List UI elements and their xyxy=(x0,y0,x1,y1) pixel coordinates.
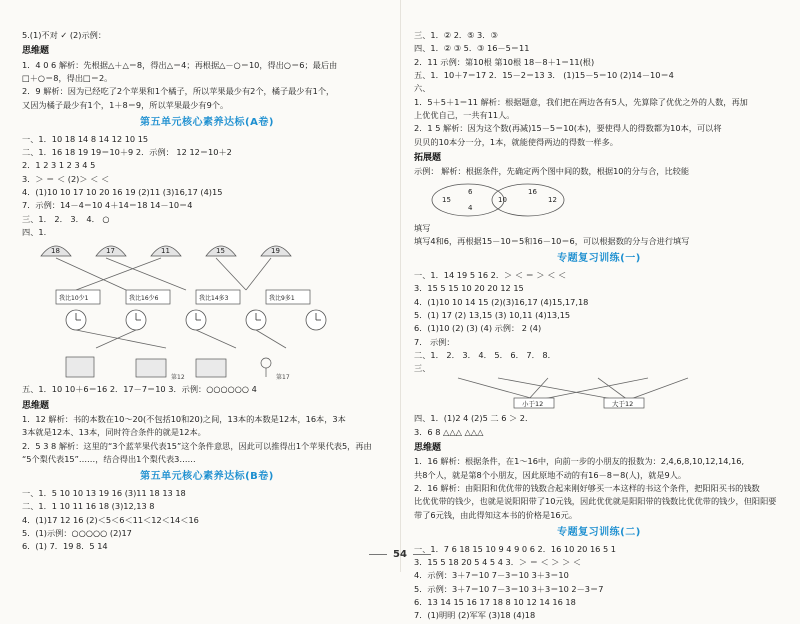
shell-number: 11 xyxy=(161,247,170,256)
right-column xyxy=(414,30,784,624)
answer-line: 1．5＋5＋1＝11 解析：根据题意，我们把在两边各有5人，先算除了优优之外的人数，再加 xyxy=(414,96,748,107)
answer-line: 1．12 解析：书的本数在10～20(不包括10和20)之间，13本的本数是12本，16本，3本 xyxy=(22,413,346,424)
answer-line: “5个梨代表15”……，结合得出1个梨代表3…… xyxy=(22,453,196,464)
answer-line: 5．(1) 17 (2) 13,15 (3) 10,11 (4)13,15 xyxy=(414,309,571,320)
dash-right xyxy=(413,554,431,555)
review-title-1: 专题复习训练(一) xyxy=(557,253,641,265)
answer-line: 二、1． 2． 3． 4． 5． 6． 7． 8． xyxy=(414,349,556,360)
bond-number: 15 xyxy=(442,195,451,204)
shell-number: 18 xyxy=(51,247,60,256)
shell-number: 17 xyxy=(106,247,115,256)
page-number xyxy=(0,549,800,560)
answer-line: 三、 xyxy=(414,363,431,374)
answer-line: 四、1. xyxy=(22,226,47,237)
clock-row xyxy=(66,310,326,330)
answer-line: 四、1．(1)2 4 (2)5 二 6 ＞ 2． xyxy=(414,413,534,424)
bond-number: 4 xyxy=(468,203,473,212)
answer-line: 五、1．10＋7＝17 2．15－2＝13 3． (1)15－5＝10 (2)14－10＝4 xyxy=(414,69,674,80)
sorting-figure xyxy=(428,376,784,410)
unit-title-b: 第五单元核心素养达标(B卷) xyxy=(140,471,274,483)
answer-line: 6．13 14 15 16 17 18 8 10 12 14 16 18 xyxy=(414,597,576,608)
answer-line: 2．16 解析：由阳阳和优优带的钱数合起来刚好够买一本这样的书这个条件，把阳阳买书的钱数 xyxy=(414,483,760,494)
label-box-text: 我比9多1 xyxy=(269,295,295,303)
connect-lines-2 xyxy=(76,330,286,348)
section-heading-thinking: 思维题 xyxy=(22,400,50,411)
page-number-text: 54 xyxy=(393,549,407,560)
answer-line: 一、1．7 6 18 15 10 9 4 9 0 6 2．16 10 20 16 5 1 xyxy=(414,543,617,554)
answer-line: 1．16 解析：根据条件，在1～16中，向前一步的小朋友的报数为：2,4,6,8,10,12,14,16, xyxy=(414,456,745,467)
shell-number: 19 xyxy=(271,247,280,256)
answer-line: 3．15 5 15 10 20 20 12 15 xyxy=(414,283,524,294)
answer-line: 4．(1)17 12 16 (2)＜5＜6＜11＜12＜14＜16 xyxy=(22,514,199,525)
people-figure xyxy=(36,355,392,381)
bond-number: 12 xyxy=(548,195,557,204)
answer-line: 5．示例：3＋7＝10 7－3＝10 3＋3＝10 2－3＝7 xyxy=(414,583,604,594)
answer-line: 填写4和6，再根据15－10＝5和16－10＝6，可以根据数的分与合进行填写 xyxy=(414,235,690,246)
basket-label: 小于12 xyxy=(522,400,544,409)
answer-line: 6．(1)10 (2) (3) (4) 示例： 2 (4) xyxy=(414,323,542,334)
answer-line: 7． 示例： xyxy=(414,336,455,347)
answer-line: 示例： 解析：根据条件，先确定两个图中间的数，根据10的分与合，比较能 xyxy=(414,166,690,177)
left-column xyxy=(22,30,392,555)
label-box-row xyxy=(56,290,310,304)
shell-number: 15 xyxy=(216,247,225,256)
answer-line: 带了6元钱，由此得知这本书的价格是16元。 xyxy=(414,509,578,520)
section-heading-thinking: 思维题 xyxy=(414,443,442,454)
answer-line: 又因为橘子最少有1个，1＋8＝9，所以苹果最少有9个。 xyxy=(22,99,229,110)
answer-line: 三、1．② 2．⑤ 3．③ xyxy=(414,30,498,40)
number-bond-figure xyxy=(428,180,784,220)
answer-line: 2．5 3 8 解析：这里的“3个蓝苹果代表15”这个条件意思，因此可以推得出1个苹果代表5，再由 xyxy=(22,440,372,451)
section-heading-expand: 拓展题 xyxy=(414,152,442,163)
answer-line: 六、 xyxy=(414,83,431,94)
answer-line: 3．15 5 18 20 5 4 5 4 3．＞ ＝ ＜ ＞ ＞ ＜ xyxy=(414,557,582,568)
answer-line: 共8个人，就是第8个小朋友，因此原地不动的有16－8＝8(人)，就是9人。 xyxy=(414,469,687,480)
answer-line: 三、1． 2． 3． 4． ○ xyxy=(22,213,110,224)
answer-line: □＋○＝8，得出□＝2。 xyxy=(22,73,113,84)
page-fold xyxy=(400,0,401,572)
answer-line: 3．6 8 △△△ △△△ xyxy=(414,426,484,437)
answer-line: 7．示例：14－4＝10 4＋14＝18 14－10＝4 xyxy=(22,200,193,211)
shell-row xyxy=(41,246,291,256)
page-ref: 第17 xyxy=(276,374,290,382)
answer-line: 1．4 0 6 解析：先根据△＋△＝8，得出△＝4；再根据△－○＝10，得出○＝6；最后由 xyxy=(22,59,338,70)
answer-line: 2．9 解析：因为已经吃了2个苹果和1个橘子，所以苹果最少有2个，橘子最少有1个， xyxy=(22,86,335,97)
answer-line: 5.(1)不对 ✓ (2)示例： xyxy=(22,30,107,40)
unit-title-a: 第五单元核心素养达标(A卷) xyxy=(140,116,274,128)
bond-number: 10 xyxy=(498,195,507,204)
bond-number: 16 xyxy=(528,187,537,196)
answer-line: 贝贝的10本分一分，1本，就能使得两边的得数一样多。 xyxy=(414,136,618,147)
answer-line: 3．＞ ＝ ＜ (2)＞ ＜ ＜ xyxy=(22,173,110,184)
answer-line: 3本就是12本、13本，同时符合条件的就是12本。 xyxy=(22,427,206,438)
label-box-text: 我比14多3 xyxy=(199,295,229,303)
answer-line: 2．1 2 3 1 2 3 4 5 xyxy=(22,160,96,171)
dash-left xyxy=(369,554,387,555)
answer-line: 上优优自己，一共有11人。 xyxy=(414,109,515,120)
bond-number: 6 xyxy=(468,187,473,196)
matching-figure xyxy=(36,240,392,352)
page-ref: 第12 xyxy=(171,374,185,382)
answer-line: 比优优带的钱少，也就是说阳阳带了10元钱，因此优优就是阳阳带的钱数比优优带的钱少，但阳阳要 xyxy=(414,496,777,507)
connect-lines xyxy=(56,258,271,290)
answer-line: 四、1．② ③ 5．③ 16－5＝11 xyxy=(414,43,530,54)
section-heading-thinking: 思维题 xyxy=(22,46,50,57)
answer-line: 一、1．10 18 14 8 14 12 10 15 xyxy=(22,133,149,144)
label-box-text: 我比16少6 xyxy=(129,295,159,303)
answer-line: 二、1．16 18 19 19＝10＋9 2．示例： 12 12＝10＋2 xyxy=(22,147,232,158)
review-title-2: 专题复习训练(二) xyxy=(557,527,641,539)
basket-label: 大于12 xyxy=(612,400,634,409)
answer-line: 4．(1)10 10 17 10 20 16 19 (2)11 (3)16,17 (4)15 xyxy=(22,187,223,198)
answer-line: 一、1．5 10 10 13 19 16 (3)11 18 13 18 xyxy=(22,488,186,499)
answer-line: 填写 xyxy=(414,222,431,233)
answer-line: 一、1．14 19 5 16 2．＞ ＜ ＝ ＞ ＜ ＜ xyxy=(414,269,567,280)
answer-line: 二、1．1 10 11 16 18 (3)12,13 8 xyxy=(22,501,155,512)
answer-line: 6．(1) 7．19 8．5 14 xyxy=(22,541,108,552)
answer-line: 7．(1)明明 (2)军军 (3)18 (4)18 xyxy=(414,610,536,621)
answer-line: 五、1．10 10＋6＝16 2．17－7＝10 3．示例：○○○○○○ 4 xyxy=(22,384,257,395)
answer-line: 5．(1)示例：○○○○○ (2)17 xyxy=(22,527,132,538)
answer-line: 4．示例：3＋7＝10 7－3＝10 3＋3＝10 xyxy=(414,570,569,581)
answer-line: 4．(1)10 10 14 15 (2)(3)16,17 (4)15,17,18 xyxy=(414,296,589,307)
answer-line: 2．1 5 解析：因为这个数(再减)15－5＝10(本)，要使得人的得数都为10本，可以将 xyxy=(414,123,722,134)
label-box-text: 我比10少1 xyxy=(59,295,89,303)
answer-line: 2．11 示例：第10根 第10根 18－8＋1＝11(根) xyxy=(414,56,595,67)
